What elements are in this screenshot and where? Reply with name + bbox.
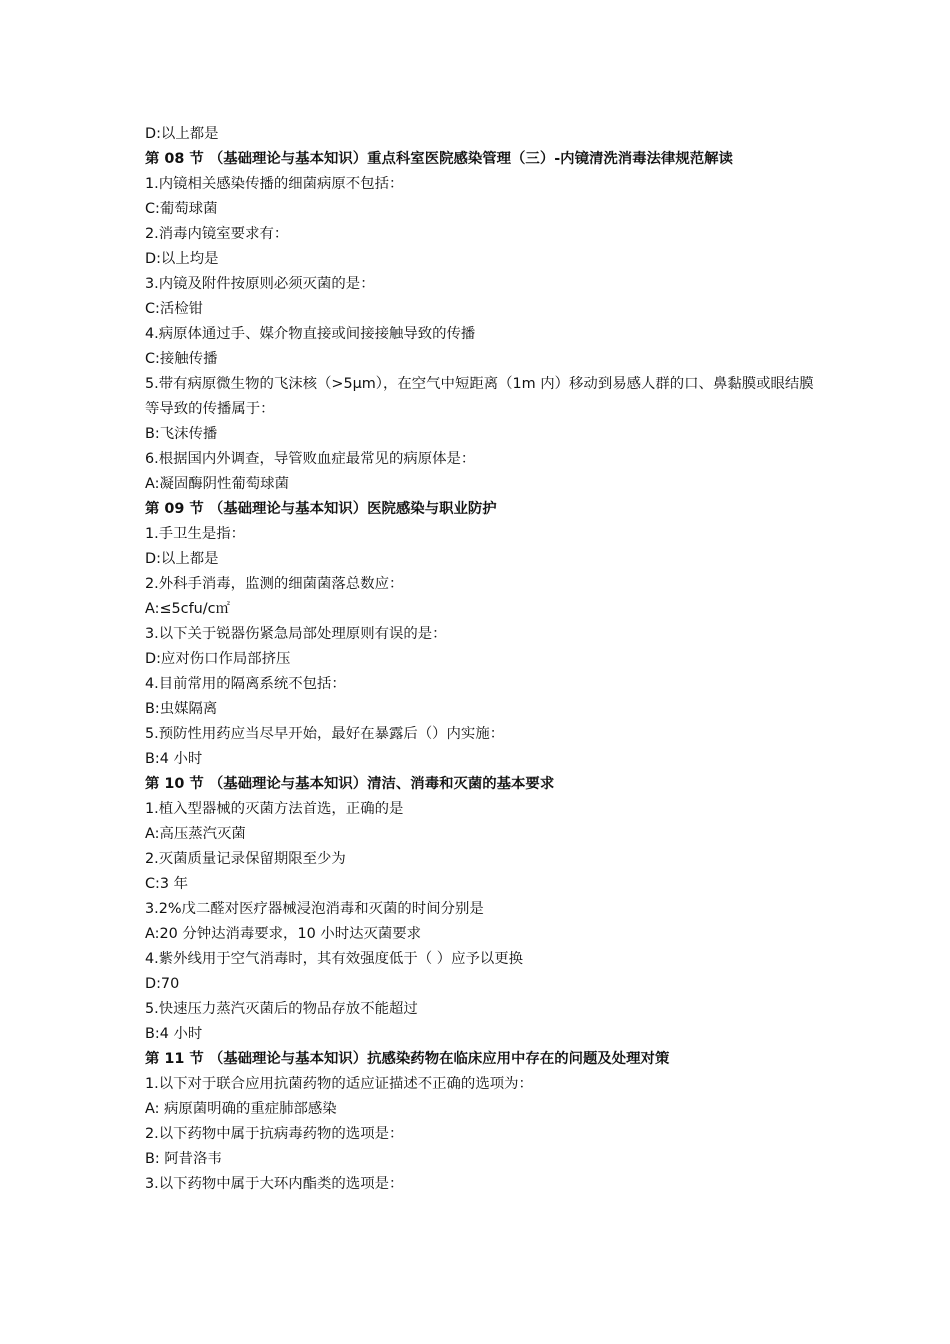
answer-text: A:高压蒸汽灭菌 [145,826,246,842]
question-text: 3.以下药物中属于大环内酯类的选项是： [145,1176,404,1192]
answer-text: A:20 分钟达消毒要求，10 小时达灭菌要求 [145,926,422,942]
question-text: 2.消毒内镜室要求有： [145,226,289,242]
question-text: 1.手卫生是指： [145,526,246,542]
question-text: 5.带有病原微生物的飞沫核（>5μm），在空气中短距离（1m 内）移动到易感人群的口、鼻黏膜或眼结膜等导致的传播属于： [145,376,814,417]
question-text: 4.病原体通过手、媒介物直接或间接接触导致的传播 [145,326,476,342]
answer-text: B:4 小时 [145,751,203,767]
answer-text: A: 病原菌明确的重症肺部感染 [145,1101,337,1117]
question-text: 1.内镜相关感染传播的细菌病原不包括： [145,176,404,192]
answer-text: D:以上都是 [145,126,219,142]
question-text: 5.快速压力蒸汽灭菌后的物品存放不能超过 [145,1001,418,1017]
answer-text: C:葡萄球菌 [145,201,218,217]
answer-text: D:70 [145,976,180,992]
answer-text: B:飞沫传播 [145,426,218,442]
answer-text: D:以上都是 [145,551,219,567]
question-text: 2.灭菌质量记录保留期限至少为 [145,851,346,867]
answer-text: C:活检钳 [145,301,204,317]
document-body [145,122,815,1197]
section-heading: 第 09 节 （基础理论与基本知识）医院感染与职业防护 [145,501,497,517]
answer-text: B:4 小时 [145,1026,203,1042]
answer-text: D:应对伤口作局部挤压 [145,651,291,667]
answer-text: C:3 年 [145,876,189,892]
answer-text: B:虫媒隔离 [145,701,218,717]
section-heading: 第 08 节 （基础理论与基本知识）重点科室医院感染管理（三）-内镜清洗消毒法律规范解读 [145,151,733,167]
answer-text: A:≤5cfu/c㎡ [145,601,230,617]
question-text: 2.以下药物中属于抗病毒药物的选项是： [145,1126,404,1142]
answer-text: D:以上均是 [145,251,219,267]
answer-text: C:接触传播 [145,351,218,367]
question-text: 3.以下关于锐器伤紧急局部处理原则有误的是： [145,626,447,642]
answer-text: B: 阿昔洛韦 [145,1151,222,1167]
question-text: 3.2%戊二醛对医疗器械浸泡消毒和灭菌的时间分别是 [145,901,484,917]
answer-text: A:凝固酶阴性葡萄球菌 [145,476,289,492]
question-text: 6.根据国内外调查，导管败血症最常见的病原体是： [145,451,476,467]
section-heading: 第 10 节 （基础理论与基本知识）清洁、消毒和灭菌的基本要求 [145,776,555,792]
question-text: 3.内镜及附件按原则必须灭菌的是： [145,276,375,292]
question-text: 2.外科手消毒，监测的细菌菌落总数应： [145,576,404,592]
question-text: 4.目前常用的隔离系统不包括： [145,676,346,692]
question-text: 1.以下对于联合应用抗菌药物的适应证描述不正确的选项为： [145,1076,533,1092]
section-heading: 第 11 节 （基础理论与基本知识）抗感染药物在临床应用中存在的问题及处理对策 [145,1051,670,1067]
question-text: 1.植入型器械的灭菌方法首选，正确的是 [145,801,404,817]
question-text: 5.预防性用药应当尽早开始，最好在暴露后（）内实施： [145,726,505,742]
question-text: 4.紫外线用于空气消毒时，其有效强度低于（ ）应予以更换 [145,951,524,967]
